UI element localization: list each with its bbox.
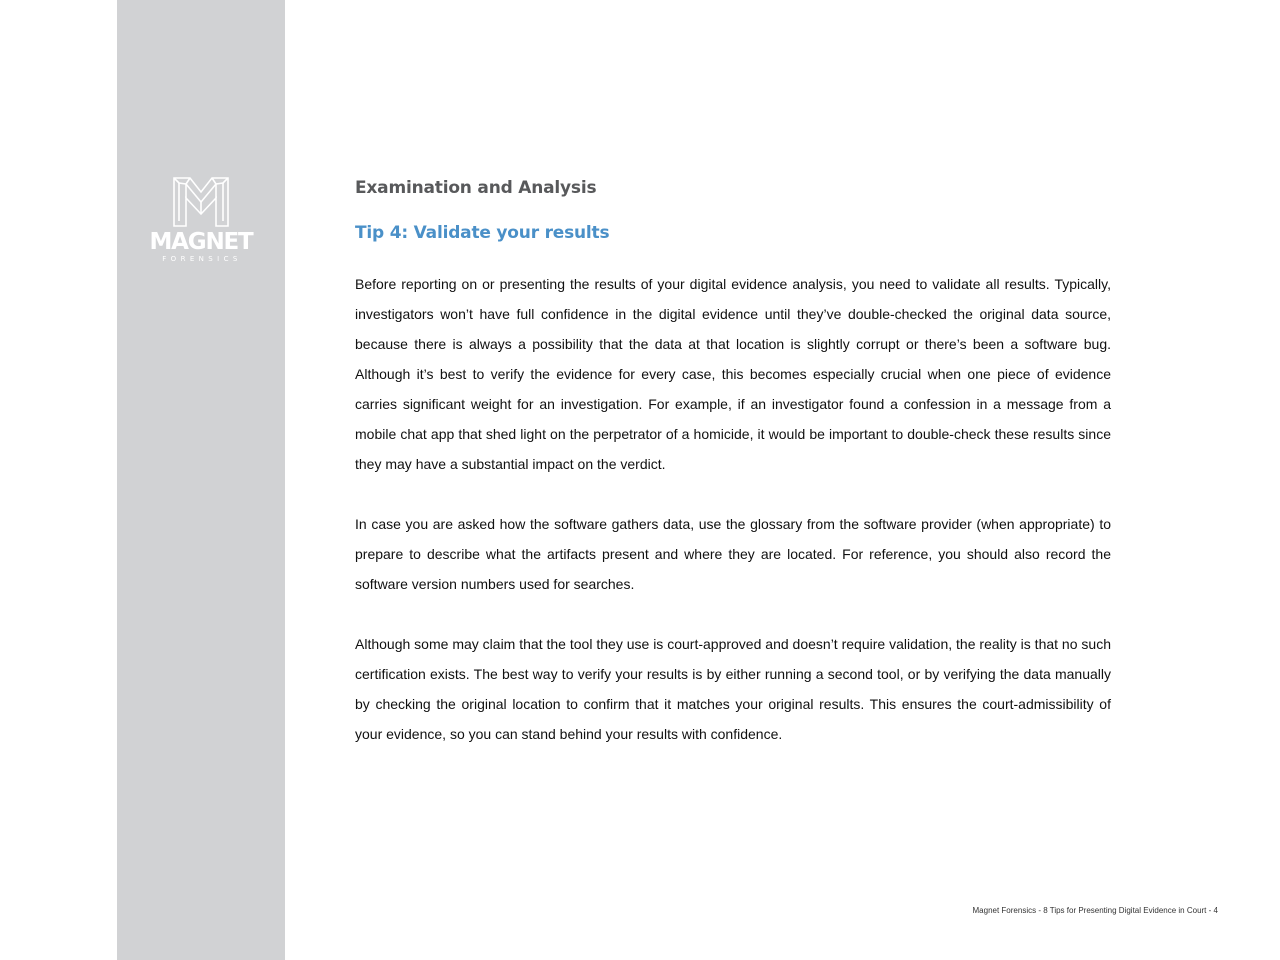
brand-sidebar [117,0,285,960]
main-content [355,174,1111,749]
footer-title: Magnet Forensics - 8 Tips for Presenting Digital Evidence in Court [972,906,1207,915]
magnet-forensics-logo [147,176,255,268]
body-paragraph: In case you are asked how the software gathers data, use the glossary from the software provider (when appropriate) to prepare to describe what the artifacts present and where they are located. For reference, you should also record the software version numbers used for searches. [355,516,1111,592]
page-footer [973,905,1218,917]
logo-subtitle: FORENSICS [162,255,242,263]
logo-wordmark: MAGNET [149,229,253,255]
magnet-m-icon [172,176,230,228]
tip-title: Tip 4: Validate your results [355,223,610,243]
body-paragraph: Before reporting on or presenting the results of your digital evidence analysis, you need to validate all results. Typically, investigators won’t have full confidence in the digital evidence until they’ve double-checked the original data source, because there is always a possibility that the data at that location is slightly corrupt or there’s been a software bug. Although it’s best to verify the evidence for every case, this becomes especially crucial when one piece of evidence carries significant weight for an investigation. For example, if an investigator found a confession in a message from a mobile chat app that shed light on the perpetrator of a homicide, it would be important to double-check these results since they may have a substantial impact on the verdict. [355,276,1111,472]
page-number: 4 [1213,906,1218,915]
footer-separator: - [1208,906,1212,915]
body-paragraph: Although some may claim that the tool they use is court-approved and doesn’t require validation, the reality is that no such certification exists. The best way to verify your results is by either running a second tool, or by verifying the data manually by checking the original location to confirm that it matches your original results. This ensures the court-admissibility of your evidence, so you can stand behind your results with confidence. [355,636,1111,742]
section-title: Examination and Analysis [355,178,597,198]
